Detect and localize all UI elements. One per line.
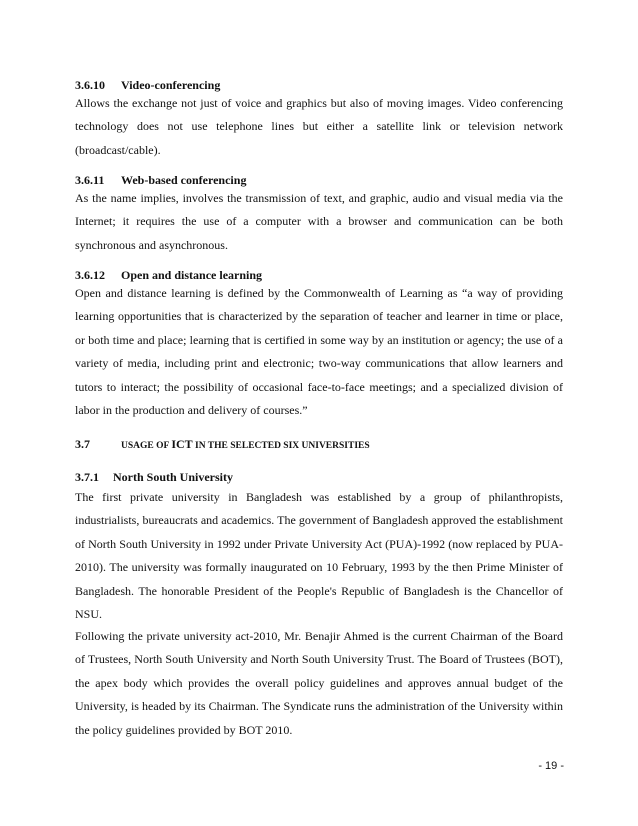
section-heading-3-6-12 bbox=[75, 267, 563, 283]
paragraph-web-based-conferencing: As the name implies, involves the transmission of text, and graphic, audio and visual media via the Internet; it requires the use of a computer with a browser and communication can be both synchronous and asynchronous. bbox=[75, 191, 563, 252]
section-title: Open and distance learning bbox=[121, 268, 263, 282]
section-number: 3.6.11 bbox=[75, 173, 105, 187]
section-title-part: USAGE OF bbox=[121, 441, 172, 451]
page-number: - 19 - bbox=[538, 760, 564, 772]
section-number: 3.6.12 bbox=[75, 268, 105, 282]
section-number: 3.6.10 bbox=[75, 78, 105, 92]
paragraph-video-conferencing: Allows the exchange not just of voice and graphics but also of moving images. Video conferencing technology does not use telephone lines but either a satellite link or television network (broadcast/cable). bbox=[75, 96, 563, 157]
section-title-part: SELECTED SIX UNIVERSITIES bbox=[230, 441, 370, 451]
section-title: Video-conferencing bbox=[121, 78, 221, 92]
paragraph-nsu-board: Following the private university act-2010, Mr. Benajir Ahmed is the current Chairman of the Board of Trustees, North South University and North South University Trust. The Board of Trustees (BOT), the apex body which provides the overall policy guidelines and approves annual budget of the University, is headed by its Chairman. The Syndicate runs the administration of the University within the policy guidelines provided by BOT 2010. bbox=[75, 629, 563, 737]
paragraph-open-distance-learning: Open and distance learning is defined by the Commonwealth of Learning as “a way of providing learning opportunities that is characterized by the separation of teacher and learner in time or place, or both time and place; learning that is certified in some way by an institution or agency; the use of a variety of media, including print and electronic; two-way communications that allow learners and tutors to interact; the possibility of occasional face-to-face meetings; and a specialized division of labor in the production and delivery of courses.” bbox=[75, 286, 563, 418]
section-heading-3-6-10 bbox=[75, 77, 563, 93]
section-title-part: ICT bbox=[171, 437, 193, 451]
paragraph-nsu-history: The first private university in Bangladesh was established by a group of philanthropists, industrialists, bureaucrats and academics. The government of Bangladesh approved the establishment of North South University in 1992 under Private University Act (PUA)-1992 (now replaced by PUA-2010). The university was formally inaugurated on 10 February, 1993 by the then Prime Minister of Bangladesh. The honorable President of the People's Republic of Bangladesh is the Chancellor of NSU. bbox=[75, 490, 563, 622]
section-heading-3-7-1 bbox=[75, 469, 563, 485]
section-heading-3-6-11 bbox=[75, 172, 563, 188]
section-number: 3.7.1 bbox=[75, 470, 99, 484]
section-number: 3.7 bbox=[75, 437, 90, 451]
section-title: North South University bbox=[113, 470, 234, 484]
section-title: Web-based conferencing bbox=[121, 173, 247, 187]
section-heading-3-7 bbox=[75, 436, 563, 454]
section-title-part: IN THE bbox=[192, 441, 231, 451]
